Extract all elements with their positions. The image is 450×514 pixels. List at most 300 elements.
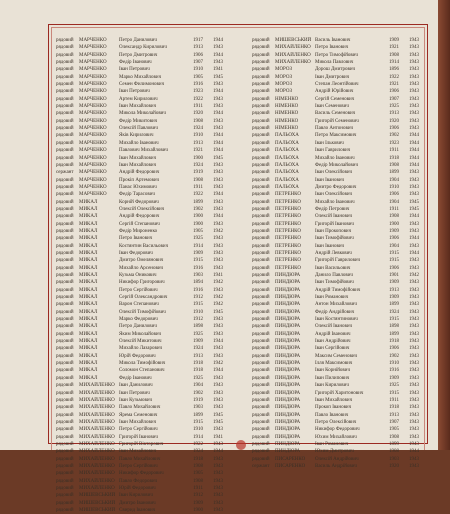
entry-surname: ПАЛЬОХА xyxy=(275,184,299,190)
names-column-left xyxy=(56,37,246,514)
name-entry-row xyxy=(56,184,246,191)
name-entry-row xyxy=(56,360,246,367)
entry-died: 1943 xyxy=(213,390,223,396)
entry-rank: рядовий xyxy=(252,192,270,198)
entry-died: 1943 xyxy=(409,243,419,249)
entry-born: 1925 xyxy=(389,104,399,110)
entry-surname: ПИНДЮРА xyxy=(275,280,301,286)
entry-given: Федір Микитович xyxy=(119,118,158,124)
entry-rank: рядовий xyxy=(56,140,74,146)
entry-surname: ПИНДЮРА xyxy=(275,383,301,389)
entry-rank: рядовий xyxy=(56,361,74,367)
entry-born: 1912 xyxy=(193,295,203,301)
entry-died: 1943 xyxy=(409,390,419,396)
entry-rank: рядовий xyxy=(56,375,74,381)
entry-given: Андрій Федорович xyxy=(119,214,160,220)
entry-rank: рядовий xyxy=(56,508,74,513)
entry-rank: рядовий xyxy=(252,309,270,315)
entry-born: 1924 xyxy=(193,346,203,352)
entry-died: 1943 xyxy=(409,96,419,102)
entry-given: Микола Миколайович xyxy=(119,111,166,117)
entry-died: 1943 xyxy=(213,500,223,506)
entry-died: 1943 xyxy=(409,67,419,73)
entry-rank: рядовий xyxy=(252,177,270,183)
entry-died: 1943 xyxy=(409,177,419,183)
entry-given: Максим Семенович xyxy=(315,353,358,359)
entry-given: Григорій Вікторович xyxy=(119,441,164,447)
entry-given: Петро Іванович xyxy=(315,45,349,51)
entry-given: Андрій Іванович xyxy=(315,331,351,337)
entry-born: 1912 xyxy=(193,493,203,499)
entry-born: 1915 xyxy=(193,258,203,264)
entry-surname: ПИНДЮРА xyxy=(275,302,301,308)
entry-rank: рядовий xyxy=(56,412,74,418)
entry-born: 1899 xyxy=(389,302,399,308)
entry-born: 1924 xyxy=(389,309,399,315)
name-entry-row xyxy=(252,353,442,360)
entry-surname: МАРЧЕНКО xyxy=(79,148,107,154)
entry-surname: ПИНДЮРА xyxy=(275,427,301,433)
entry-given: Ілля Максимович xyxy=(315,361,353,367)
entry-born: 1903 xyxy=(193,273,203,278)
names-column-right xyxy=(252,37,442,470)
entry-given: Петро Сергійович xyxy=(119,287,158,293)
entry-born: 1918 xyxy=(389,339,399,345)
name-entry-row xyxy=(56,257,246,264)
entry-died: 1944 xyxy=(409,155,419,161)
name-entry-row xyxy=(56,301,246,308)
entry-surname: МИКАЛ xyxy=(79,346,98,352)
name-entry-row xyxy=(56,426,246,433)
entry-rank: рядовий xyxy=(56,434,74,440)
entry-surname: МАРЧЕНКО xyxy=(79,133,107,139)
entry-rank: рядовий xyxy=(56,206,74,212)
entry-born: 1900 xyxy=(193,221,203,227)
entry-given: Іван Андрійович xyxy=(315,339,351,345)
entry-surname: МИКАЛ xyxy=(79,250,98,256)
name-entry-row xyxy=(56,155,246,162)
name-entry-row xyxy=(56,177,246,184)
entry-born: 1918 xyxy=(389,405,399,411)
entry-given: Панас Юхимович xyxy=(119,184,157,190)
entry-given: Никифор Григорович xyxy=(119,280,165,286)
entry-given: Дмитро Іванович xyxy=(119,500,156,506)
entry-born: 1924 xyxy=(193,449,203,455)
entry-born: 1905 xyxy=(193,228,203,234)
entry-surname: МАРЧЕНКО xyxy=(79,96,107,102)
name-entry-row xyxy=(252,287,442,294)
entry-given: Прокіп Артемович xyxy=(119,177,160,183)
entry-died: 1944 xyxy=(409,162,419,168)
entry-surname: МИШЕВСЬКИЙ xyxy=(275,38,312,43)
entry-surname: МАРЧЕНКО xyxy=(79,118,107,124)
entry-given: Сергій Олександрович xyxy=(119,295,168,301)
entry-given: Іван Романович xyxy=(315,441,349,447)
entry-died: 1944 xyxy=(213,52,223,58)
name-entry-row xyxy=(252,88,442,95)
entry-given: Петро Дмитрович xyxy=(119,52,158,58)
entry-born: 1899 xyxy=(193,199,203,205)
entry-born: 1915 xyxy=(389,258,399,264)
entry-given: Петро Сергійович xyxy=(119,427,158,433)
name-entry-row xyxy=(56,199,246,206)
entry-died: 1943 xyxy=(409,456,419,462)
entry-born: 1907 xyxy=(389,419,399,425)
entry-died: 1943 xyxy=(409,89,419,95)
entry-given: Григорій Харитонович xyxy=(315,390,364,396)
name-entry-row xyxy=(252,191,442,198)
entry-given: Павло Антонович xyxy=(315,126,354,132)
name-entry-row xyxy=(252,110,442,117)
name-entry-row xyxy=(252,118,442,125)
entry-died: 1943 xyxy=(409,419,419,425)
entry-rank: рядовий xyxy=(56,126,74,132)
entry-died: 1943 xyxy=(409,228,419,234)
entry-surname: ПЕТРЕНКО xyxy=(275,258,301,264)
entry-surname: ПЕТРЕНКО xyxy=(275,214,301,220)
entry-rank: рядовий xyxy=(56,60,74,66)
entry-died: 1943 xyxy=(213,397,223,403)
entry-rank: рядовий xyxy=(56,317,74,323)
entry-rank: рядовий xyxy=(252,96,270,102)
entry-given: Григорій Гаврилович xyxy=(315,258,361,264)
name-entry-row xyxy=(252,397,442,404)
entry-died: 1943 xyxy=(409,45,419,51)
entry-died: 1943 xyxy=(409,361,419,367)
entry-given: Іван Михайлович xyxy=(315,397,353,403)
entry-born: 1909 xyxy=(193,339,203,345)
entry-surname: ПИНДЮРА xyxy=(275,390,301,396)
entry-given: Іван Михайлович xyxy=(119,104,157,110)
entry-given: Никифор Федорович xyxy=(315,427,360,433)
entry-given: Олексій Павлович xyxy=(119,126,158,132)
name-entry-row xyxy=(56,434,246,441)
entry-surname: МОРОЗ xyxy=(275,74,293,80)
entry-surname: МИХАЙЛЕНКО xyxy=(79,383,115,389)
name-entry-row xyxy=(252,412,442,419)
name-entry-row xyxy=(56,500,246,507)
entry-surname: МАРЧЕНКО xyxy=(79,162,107,168)
entry-born: 1922 xyxy=(389,74,399,80)
entry-rank: рядовий xyxy=(252,206,270,212)
entry-surname: ПЕТРЕНКО xyxy=(275,243,301,249)
name-entry-row xyxy=(56,228,246,235)
name-entry-row xyxy=(252,272,442,279)
entry-born: 1908 xyxy=(193,118,203,124)
entry-born: 1914 xyxy=(193,243,203,249)
entry-rank: рядовий xyxy=(252,302,270,308)
entry-surname: МИХАЙЛЕНКО xyxy=(79,441,115,447)
entry-died: 1943 xyxy=(213,118,223,124)
name-entry-row xyxy=(56,279,246,286)
entry-surname: ПИНДЮРА xyxy=(275,346,301,352)
entry-surname: МАРЧЕНКО xyxy=(79,170,107,176)
entry-rank: рядовий xyxy=(56,214,74,220)
name-entry-row xyxy=(56,382,246,389)
name-entry-row xyxy=(252,243,442,250)
entry-rank: рядовий xyxy=(252,118,270,124)
entry-surname: МИХАЙЛЕНКО xyxy=(79,419,115,425)
entry-born: 1916 xyxy=(193,287,203,293)
entry-born: 1906 xyxy=(389,192,399,198)
entry-rank: рядовий xyxy=(252,368,270,374)
entry-surname: МИХАЙЛЕНКО xyxy=(275,45,311,51)
entry-born: 1913 xyxy=(389,111,399,117)
entry-given: Іван Прокопович xyxy=(315,228,352,234)
entry-born: 1918 xyxy=(193,456,203,462)
entry-died: 1941 xyxy=(213,273,223,278)
entry-surname: МИХАЙЛЕНКО xyxy=(79,449,115,455)
name-entry-row xyxy=(252,235,442,242)
entry-born: 1904 xyxy=(389,243,399,249)
entry-given: Іван Кузьмович xyxy=(119,397,153,403)
name-entry-row xyxy=(56,345,246,352)
entry-died: 1944 xyxy=(409,250,419,256)
entry-surname: МИКАЛ xyxy=(79,368,98,374)
entry-given: Олексій Тимофійович xyxy=(119,309,166,315)
entry-given: Федір Петрович xyxy=(315,206,350,212)
entry-rank: рядовий xyxy=(252,449,270,455)
entry-given: Григорій Іванович xyxy=(119,434,158,440)
name-entry-row xyxy=(56,125,246,132)
entry-surname: ПИНДЮРА xyxy=(275,324,301,330)
entry-given: Іван Данилович xyxy=(119,383,153,389)
entry-born: 1899 xyxy=(389,441,399,447)
entry-died: 1943 xyxy=(409,441,419,447)
name-entry-row xyxy=(56,419,246,426)
entry-given: Іван Михайлович xyxy=(119,419,157,425)
entry-given: Федір Андрійович xyxy=(315,309,355,315)
name-entry-row xyxy=(252,360,442,367)
entry-born: 1904 xyxy=(389,199,399,205)
entry-died: 1943 xyxy=(409,375,419,381)
entry-rank: рядовий xyxy=(252,140,270,146)
entry-born: 1902 xyxy=(389,133,399,139)
entry-died: 1944 xyxy=(409,449,419,455)
entry-surname: ПАЛЬОХА xyxy=(275,140,299,146)
entry-died: 1942 xyxy=(409,273,419,278)
entry-rank: рядовий xyxy=(252,346,270,352)
entry-rank: рядовий xyxy=(56,228,74,234)
entry-died: 1943 xyxy=(213,317,223,323)
entry-died: 1942 xyxy=(213,280,223,286)
entry-given: Іван Сергійович xyxy=(315,346,350,352)
entry-died: 1943 xyxy=(213,177,223,183)
entry-died: 1943 xyxy=(213,405,223,411)
entry-given: Іван Петрович xyxy=(119,390,150,396)
entry-rank: рядовий xyxy=(252,155,270,161)
name-entry-row xyxy=(252,426,442,433)
entry-rank: рядовий xyxy=(56,287,74,293)
entry-rank: рядовий xyxy=(252,214,270,220)
entry-died: 1943 xyxy=(409,184,419,190)
name-entry-row xyxy=(56,412,246,419)
entry-died: 1945 xyxy=(409,199,419,205)
entry-rank: рядовий xyxy=(56,405,74,411)
entry-born: 1910 xyxy=(193,133,203,139)
entry-surname: МИКАЛ xyxy=(79,199,98,205)
entry-born: 1914 xyxy=(193,434,203,440)
entry-rank: рядовий xyxy=(56,243,74,249)
entry-surname: МИКАЛ xyxy=(79,309,98,315)
entry-born: 1905 xyxy=(389,427,399,433)
entry-rank: рядовий xyxy=(56,295,74,301)
entry-surname: МИКАЛ xyxy=(79,228,98,234)
entry-born: 1899 xyxy=(193,412,203,418)
entry-given: Іван Гаврилович xyxy=(315,148,351,154)
entry-given: Варон Степанович xyxy=(119,302,159,308)
entry-rank: рядовий xyxy=(252,104,270,110)
entry-born: 1910 xyxy=(389,361,399,367)
entry-died: 1945 xyxy=(213,155,223,161)
entry-given: Петро Данилович xyxy=(119,324,157,330)
entry-given: Андрій Тимофійович xyxy=(315,287,361,293)
name-entry-row xyxy=(56,103,246,110)
entry-died: 1944 xyxy=(213,89,223,95)
entry-rank: рядовий xyxy=(252,243,270,249)
entry-born: 1908 xyxy=(193,177,203,183)
entry-surname: МОРОЗ xyxy=(275,67,293,73)
entry-rank: рядовий xyxy=(56,236,74,242)
entry-rank: рядовий xyxy=(56,133,74,139)
entry-rank: рядовий xyxy=(252,375,270,381)
name-entry-row xyxy=(252,419,442,426)
entry-given: Федір Іванович xyxy=(119,60,152,66)
entry-born: 1914 xyxy=(389,60,399,66)
entry-rank: рядовий xyxy=(56,192,74,198)
entry-rank: рядовий xyxy=(56,111,74,117)
entry-surname: ПАЛЬОХА xyxy=(275,133,299,139)
entry-given: Іван Олексійович xyxy=(315,170,353,176)
entry-died: 1943 xyxy=(409,287,419,293)
entry-surname: ПИНДЮРА xyxy=(275,368,301,374)
entry-rank: рядовий xyxy=(56,383,74,389)
name-entry-row xyxy=(252,206,442,213)
name-entry-row xyxy=(56,448,246,455)
entry-surname: МАРЧЕНКО xyxy=(79,74,107,80)
name-entry-row xyxy=(56,323,246,330)
entry-died: 1942 xyxy=(213,295,223,301)
entry-surname: ПЕТРЕНКО xyxy=(275,199,301,205)
entry-surname: МИКАЛ xyxy=(79,331,98,337)
entry-died: 1944 xyxy=(409,236,419,242)
entry-born: 1905 xyxy=(193,471,203,477)
entry-died: 1943 xyxy=(409,192,419,198)
entry-died: 1943 xyxy=(409,405,419,411)
name-entry-row xyxy=(252,155,442,162)
entry-given: Микола Тимофійович xyxy=(119,361,166,367)
entry-born: 1906 xyxy=(389,126,399,132)
entry-died: 1942 xyxy=(213,228,223,234)
entry-given: Прокоп Іванович xyxy=(315,405,352,411)
entry-died: 1943 xyxy=(409,302,419,308)
entry-surname: МИКАЛ xyxy=(79,375,98,381)
entry-given: Михайло Іванович xyxy=(315,155,355,161)
name-entry-row xyxy=(252,404,442,411)
entry-died: 1944 xyxy=(213,449,223,455)
entry-rank: рядовий xyxy=(56,273,74,278)
entry-born: 1920 xyxy=(389,463,399,469)
entry-died: 1943 xyxy=(409,368,419,374)
name-entry-row xyxy=(56,140,246,147)
name-entry-row xyxy=(56,213,246,220)
entry-rank: рядовий xyxy=(56,280,74,286)
entry-born: 1915 xyxy=(193,419,203,425)
name-entry-row xyxy=(56,492,246,499)
entry-died: 1943 xyxy=(213,493,223,499)
name-entry-row xyxy=(252,323,442,330)
entry-born: 1911 xyxy=(193,184,203,190)
entry-rank: рядовий xyxy=(252,412,270,418)
entry-rank: рядовий xyxy=(252,38,270,43)
entry-rank: рядовий xyxy=(56,52,74,58)
entry-died: 1943 xyxy=(213,441,223,447)
entry-died: 1943 xyxy=(213,265,223,271)
entry-given: Іван Семенович xyxy=(315,104,349,110)
entry-died: 1943 xyxy=(213,485,223,491)
name-entry-row xyxy=(56,353,246,360)
entry-surname: ПИСАРЕНКО xyxy=(275,463,306,469)
entry-surname: ПЕТРЕНКО xyxy=(275,236,301,242)
entry-died: 1943 xyxy=(213,508,223,513)
entry-born: 1902 xyxy=(389,353,399,359)
entry-rank: рядовий xyxy=(252,162,270,168)
entry-died: 1943 xyxy=(213,162,223,168)
name-entry-row xyxy=(56,169,246,176)
entry-surname: МАРЧЕНКО xyxy=(79,184,107,190)
entry-rank: рядовий xyxy=(252,339,270,345)
entry-born: 1900 xyxy=(389,221,399,227)
entry-rank: рядовий xyxy=(252,397,270,403)
entry-rank: рядовий xyxy=(56,104,74,110)
name-entry-row xyxy=(56,441,246,448)
entry-born: 1911 xyxy=(193,485,203,491)
entry-rank: рядовий xyxy=(252,89,270,95)
entry-given: Дмитро Федорович xyxy=(315,184,357,190)
entry-surname: МИХАЙЛЕНКО xyxy=(79,405,115,411)
entry-surname: МОРОЗ xyxy=(275,89,293,95)
name-entry-row xyxy=(252,169,442,176)
entry-surname: ПИНДЮРА xyxy=(275,412,301,418)
entry-surname: ПАЛЬОХА xyxy=(275,148,299,154)
entry-born: 1908 xyxy=(193,478,203,484)
entry-surname: МИКАЛ xyxy=(79,280,98,286)
entry-died: 1943 xyxy=(213,250,223,256)
entry-born: 1916 xyxy=(193,82,203,88)
entry-given: Іван Тимофійович xyxy=(315,280,354,286)
entry-died: 1943 xyxy=(409,118,419,124)
entry-surname: НІМЕНКО xyxy=(275,104,299,110)
entry-born: 1909 xyxy=(389,38,399,43)
entry-rank: рядовий xyxy=(56,456,74,462)
entry-born: 1920 xyxy=(389,118,399,124)
entry-died: 1943 xyxy=(409,104,419,110)
entry-surname: ПИНДЮРА xyxy=(275,449,301,455)
entry-rank: рядовий xyxy=(252,221,270,227)
entry-given: Олексій Андрійович xyxy=(315,456,359,462)
entry-given: Іван Кирилович xyxy=(119,493,153,499)
entry-died: 1943 xyxy=(409,221,419,227)
entry-given: Василь Іванович xyxy=(315,38,351,43)
entry-born: 1894 xyxy=(193,280,203,286)
entry-rank: рядовий xyxy=(56,427,74,433)
entry-given: Соломон Степанович xyxy=(119,368,165,374)
name-entry-row xyxy=(252,448,442,455)
entry-rank: рядовий xyxy=(252,405,270,411)
entry-surname: МИШЕВСЬКИЙ xyxy=(79,493,116,499)
entry-born: 1924 xyxy=(193,126,203,132)
entry-born: 1908 xyxy=(389,52,399,58)
